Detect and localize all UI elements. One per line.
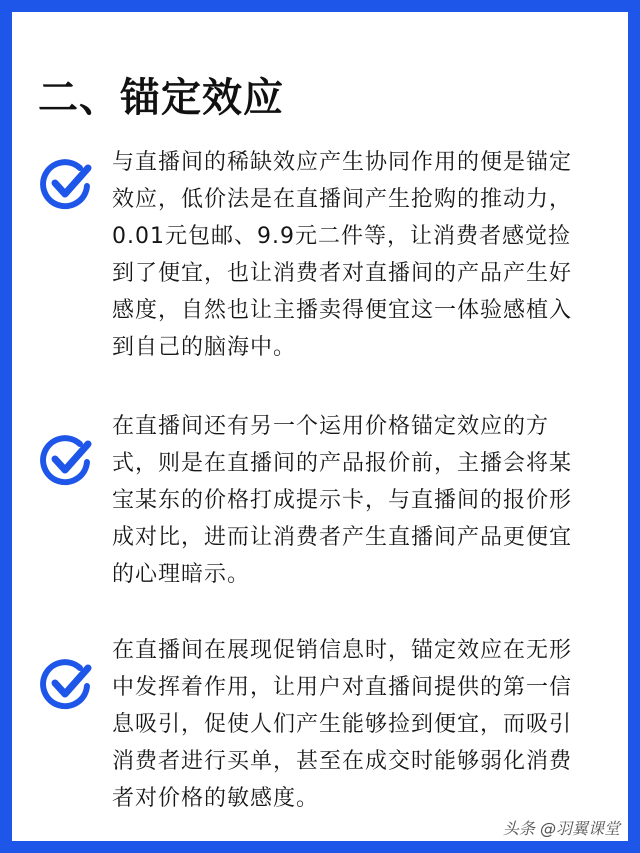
section-heading: 二、锚定效应 [38,75,284,121]
watermark: 头条 @羽翼课堂 [502,819,620,838]
item-paragraph: 在直播间在展现促销信息时，锚定效应在无形中发挥着作用，让用户对直播间提供的第一信息吸引，促使人们产生能够捡到便宜，而吸引消费者进行买单，甚至在成交时能够弱化消费者对价格的敏感度。 [112,638,573,811]
item-paragraph: 在直播间还有另一个运用价格锚定效应的方式，则是在直播间的产品报价前，主播会将某宝某东的价格打成提示卡，与直播间的报价形成对比，进而让消费者产生直播间产品更便宜的心理暗示。 [112,414,573,587]
check-circle-icon [38,432,94,488]
item-paragraph: 与直播间的稀缺效应产生协同作用的便是锚定效应，低价法是在直播间产生抢购的推动力，0.01元包邮、9.9元二件等，让消费者感觉捡到了便宜，也让消费者对直播间的产品产生好感度，自然也让主播卖得便宜这一体验感植入到自己的脑海中。 [112,150,573,360]
check-circle-icon [38,656,94,712]
check-circle-icon [38,156,94,212]
